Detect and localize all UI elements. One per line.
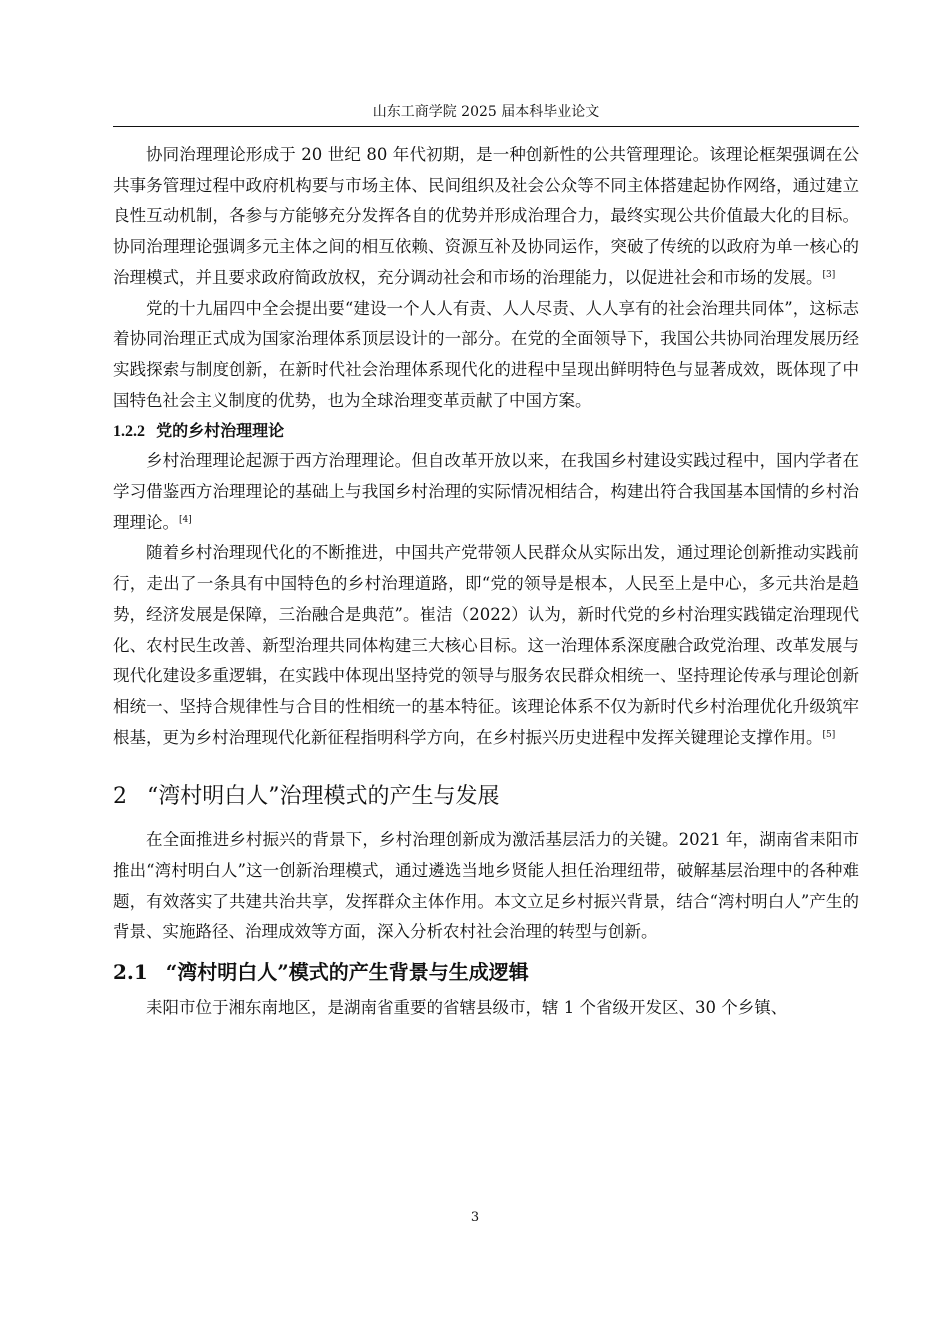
citation-ref: [4]: [179, 514, 192, 525]
header-divider: [113, 126, 859, 127]
paragraph-text: 随着乡村治理现代化的不断推进，中国共产党带领人民群众从实际出发，通过理论创新推动实践前行，走出了一条具有中国特色的乡村治理道路，即“党的领导是根本，人民至上是中心，多元共治是趋势，经济发展是保障，三治融合是典范”。崔洁（2022）认为，新时代党的乡村治理实践锚定治理现代化、农村民生改善、新型治理共同体构建三大核心目标。这一治理体系深度融合政党治理、改革发展与现代化建设多重逻辑，在实践中体现出坚持党的领导与服务农民群众相统一、坚持理论传承与理论创新相统一、坚持合规律性与合目的性相统一的基本特征。该理论体系不仅为新时代乡村治理优化升级筑牢根基，更为乡村治理现代化新征程指明科学方向，在乡村振兴历史进程中发挥关键理论支撑作用。: [113, 543, 859, 747]
paragraph-text: 乡村治理理论起源于西方治理理论。但自改革开放以来，在我国乡村建设实践过程中，国内学者在学习借鉴西方治理理论的基础上与我国乡村治理的实际情况相结合，构建出符合我国基本国情的乡村治理理论。: [113, 451, 859, 532]
paragraph-text: 党的十九届四中全会提出要“建设一个人人有责、人人尽责、人人享有的社会治理共同体”，这标志着协同治理正式成为国家治理体系顶层设计的一部分。在党的全面领导下，我国公共协同治理发展历经实践探索与制度创新，在新时代社会治理体系现代化的进程中呈现出鲜明特色与显著成效，既体现了中国特色社会主义制度的优势，也为全球治理变革贡献了中国方案。: [113, 298, 859, 410]
running-header: 山东工商学院 2025 届本科毕业论文: [372, 104, 600, 120]
chapter-number: 2: [113, 784, 127, 810]
chapter-title: “湾村明白人”治理模式的产生与发展: [147, 784, 500, 810]
paragraph-leiyang-intro: [113, 993, 859, 1024]
citation-ref: [5]: [822, 729, 836, 740]
paragraph-rural-governance-origin: [113, 446, 859, 538]
section-heading-2-1: [113, 948, 859, 993]
paragraph-text: 在全面推进乡村振兴的背景下，乡村治理创新成为激活基层活力的关键。2021 年，湖南省耒阳市推出“湾村明白人”这一创新治理模式，通过遴选当地乡贤能人担任治理纽带，破解基层治理中的各种难题，有效落实了共建共治共享，发挥群众主体作用。本文立足乡村振兴背景，结合“湾村明白人”产生的背景、实施路径、治理成效等方面，深入分析农村社会治理的转型与创新。: [113, 830, 859, 942]
citation-ref: [3]: [822, 269, 836, 280]
section-title: 党的乡村治理理论: [156, 421, 285, 441]
section-heading-1-2-2: [113, 416, 859, 446]
page-body: [113, 140, 859, 1024]
paragraph-fourth-plenum: [113, 294, 859, 417]
chapter-heading-2: [113, 753, 859, 825]
section-number: 1.2.2: [113, 423, 145, 441]
paragraph-rural-governance-modernization: [113, 538, 859, 753]
paragraph-text: 耒阳市位于湘东南地区，是湖南省重要的省辖县级市，辖 1 个省级开发区、30 个乡镇、: [146, 998, 788, 1018]
section-title: “湾村明白人”模式的产生背景与生成逻辑: [165, 960, 529, 985]
paragraph-text: 协同治理理论形成于 20 世纪 80 年代初期，是一种创新性的公共管理理论。该理论框架强调在公共事务管理过程中政府机构要与市场主体、民间组织及社会公众等不同主体搭建起协作网络，通过建立良性互动机制，各参与方能够充分发挥各自的优势并形成治理合力，最终实现公共价值最大化的目标。协同治理理论强调多元主体之间的相互依赖、资源互补及协同运作，突破了传统的以政府为单一核心的治理模式，并且要求政府简政放权，充分调动社会和市场的治理能力，以促进社会和市场的发展。: [113, 145, 859, 287]
paragraph-chapter-intro: [113, 825, 859, 948]
section-number: 2.1: [113, 960, 148, 985]
paragraph-collaborative-governance: [113, 140, 859, 294]
page-number: 3: [470, 1210, 480, 1225]
